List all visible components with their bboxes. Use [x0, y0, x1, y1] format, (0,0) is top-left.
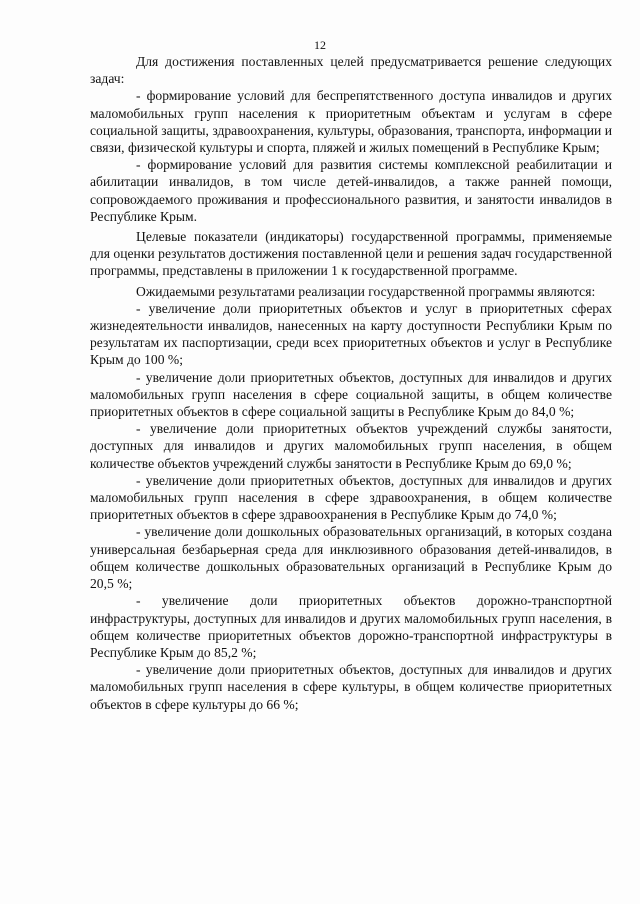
paragraph-result-2: - увеличение доли приоритетных объектов, доступных для инвалидов и других маломобильных групп населения в сфере социальной защиты, в общем количестве приоритетных объектов в сфере социальной защиты в Республике Крым до 84,0 %; [90, 369, 612, 420]
document-body [90, 53, 612, 713]
page-number: 12 [314, 38, 326, 52]
paragraph-result-6: - увеличение доли приоритетных объектов дорожно-транспортной инфраструктуры, доступных для инвалидов и других маломобильных групп населения, в общем количестве приоритетных объектов дорожно-транспортной инфраструктуры в Республике Крым до 85,2 %; [90, 593, 612, 660]
paragraph-indicators: Целевые показатели (индикаторы) государственной программы, применяемые для оценки результатов достижения поставленной цели и решения задач государственной программы, представлены в приложении 1 к государственной программе. [90, 229, 612, 279]
paragraph-intro: Для достижения поставленных целей предусматривается решение следующих задач: [90, 54, 612, 87]
paragraph-task-1: - формирование условий для беспрепятственного доступа инвалидов и других маломобильных групп населения к приоритетным объектам и услугам в сфере социальной защиты, здравоохранения, культуры, образования, транспорта, информации и связи, физической культуры и спорта, пляжей и жилых помещений в Республике Крым; [90, 88, 612, 156]
paragraph-result-4: - увеличение доли приоритетных объектов, доступных для инвалидов и других маломобильных групп населения в сфере здравоохранения, в общем количестве приоритетных объектов в сфере здравоохранения в Республике Крым до 74,0 %; [90, 472, 612, 523]
paragraph-results-heading: Ожидаемыми результатами реализации государственной программы являются: [136, 283, 596, 299]
paragraph-task-2: - формирование условий для развития системы комплексной реабилитации и абилитации инвалидов, в том числе детей-инвалидов, а также ранней помощи, сопровождаемого проживания и профессионального развития, и занятости инвалидов в Республике Крым. [90, 157, 612, 224]
paragraph-result-1: - увеличение доли приоритетных объектов и услуг в приоритетных сферах жизнедеятельности инвалидов, нанесенных на карту доступности Республики Крым по результатам их паспортизации, среди всех приоритетных объектов и услуг в Республике Крым до 100 %; [90, 300, 612, 368]
paragraph-result-5: - увеличение доли дошкольных образовательных организаций, в которых создана универсальная безбарьерная среда для инклюзивного образования детей-инвалидов, в общем количестве дошкольных образовательных организаций в Республике Крым до 20,5 %; [90, 524, 612, 592]
paragraph-result-3: - увеличение доли приоритетных объектов учреждений службы занятости, доступных для инвалидов и других маломобильных групп населения, в общем количестве объектов учреждений службы занятости в Республике Крым до 69,0 %; [90, 421, 612, 471]
paragraph-result-7: - увеличение доли приоритетных объектов, доступных для инвалидов и других маломобильных групп населения в сфере культуры, в общем количестве приоритетных объектов в сфере культуры до 66 %; [90, 662, 612, 712]
